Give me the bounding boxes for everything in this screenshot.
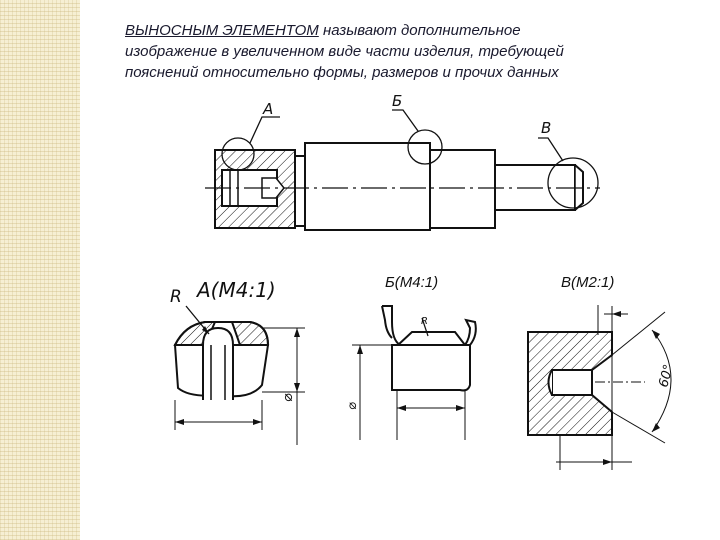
view-a-radius-label: R — [170, 287, 182, 307]
detail-view-c — [528, 305, 671, 470]
view-c-title: В(М2:1) — [561, 274, 615, 291]
definition-rest-line1: называют дополнительное — [318, 22, 521, 39]
view-b-diameter-label: ⌀ — [345, 402, 360, 410]
view-b-title: Б(М4:1) — [385, 274, 439, 291]
callout-label-b: Б — [392, 92, 403, 110]
detail-view-b — [352, 306, 476, 440]
view-b-radius-label: R — [421, 316, 428, 327]
definition-term: ВЫНОСНЫМ ЭЛЕМЕНТОМ — [125, 22, 319, 39]
view-a-diameter-label: ⌀ — [280, 393, 296, 402]
callout-label-a: А — [263, 100, 274, 118]
view-c-angle-label: 60° — [656, 362, 677, 390]
callout-label-c: В — [541, 119, 552, 137]
shaft-step — [430, 150, 495, 228]
definition-line2: изображение в увеличенном виде части изделия, требующей — [125, 43, 564, 60]
detail-view-a — [175, 306, 305, 445]
definition-line3: пояснений относительно формы, размеров и прочих данных — [125, 64, 559, 81]
view-a-title: А(М4:1) — [197, 278, 276, 302]
